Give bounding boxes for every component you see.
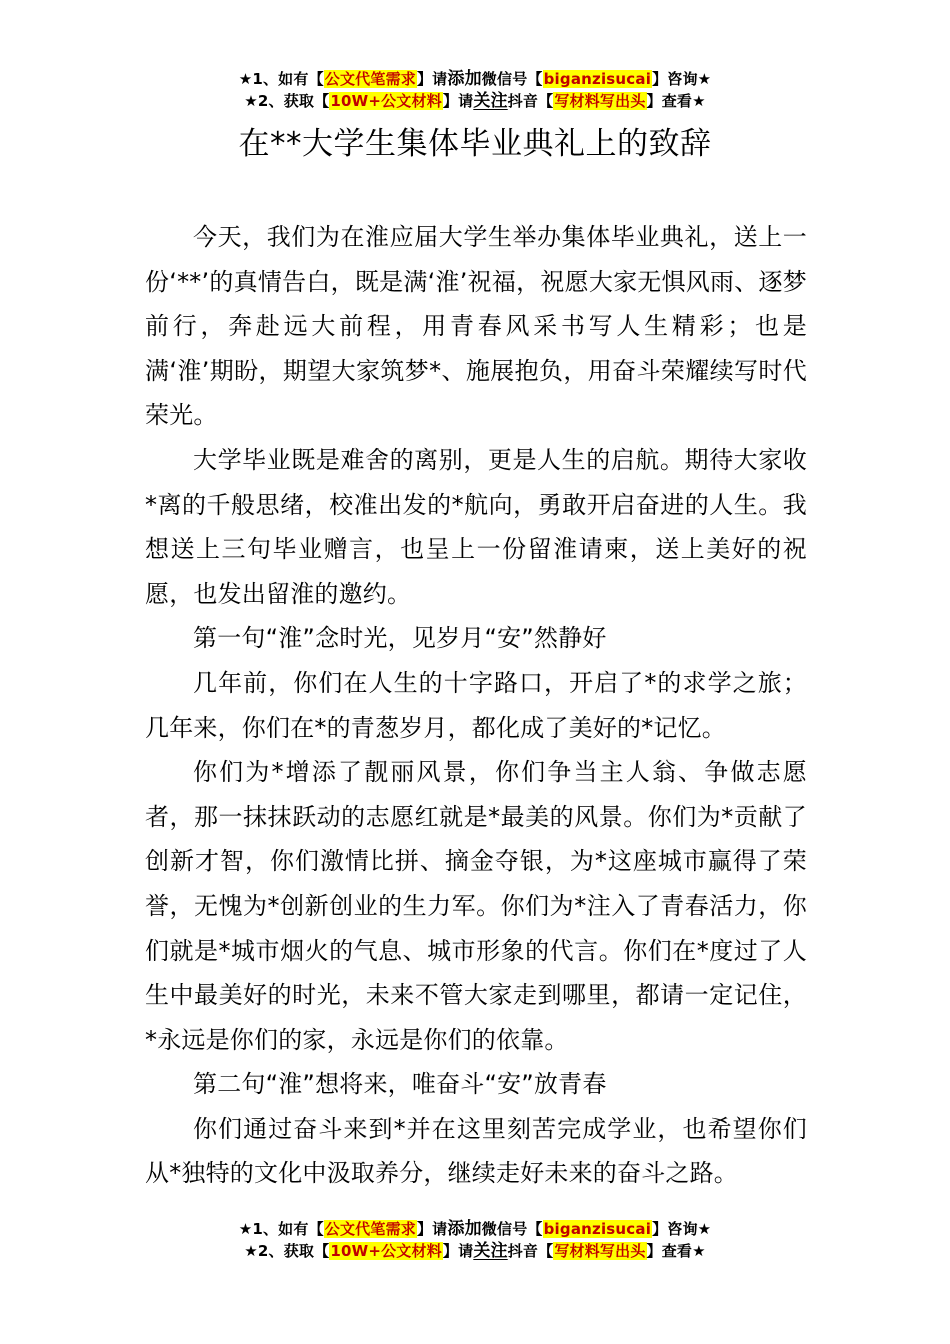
promo-douyin-id: 写材料写出头 xyxy=(554,92,646,110)
promo-emphasis: 添加 xyxy=(447,1219,482,1239)
promo-text: ★1、如有【 xyxy=(238,70,324,88)
section-heading: 第二句“淮”想将来，唯奋斗“安”放青春 xyxy=(193,1070,607,1099)
document-body xyxy=(145,215,807,1196)
promo-emphasis: 关注 xyxy=(473,1241,508,1261)
promo-highlight: 10W+公文材料 xyxy=(330,92,442,110)
paragraph: 大学毕业既是难舍的离别，更是人生的启航。期待大家收*离的千般思绪，校准出发的*航向，勇敢开启奋进的人生。我想送上三句毕业赠言，也呈上一份留淮请柬，送上美好的祝愿，也发出留淮的邀约。 xyxy=(145,445,807,608)
promo-wechat-id: biganzisucai xyxy=(543,70,652,88)
promo-text: 】查看★ xyxy=(646,92,706,110)
promo-douyin-id: 写材料写出头 xyxy=(554,1242,646,1260)
promo-text: 】咨询★ xyxy=(652,1220,712,1238)
promo-line-2 xyxy=(0,90,950,112)
promo-text: 微信号【 xyxy=(481,70,543,88)
promo-text: 】咨询★ xyxy=(652,70,712,88)
promo-text: 抖音【 xyxy=(507,1242,554,1260)
promo-text: 】请 xyxy=(442,1242,474,1260)
promo-wechat-id: biganzisucai xyxy=(543,1220,652,1238)
paragraph: 今天，我们为在淮应届大学生举办集体毕业典礼，送上一份‘**’的真情告白，既是满‘淮’祝福，祝愿大家无惧风雨、逐梦前行，奔赴远大前程，用青春风采书写人生精彩；也是满‘淮’期盼，期望大家筑梦*、施展抱负，用奋斗荣耀续写时代荣光。 xyxy=(145,223,807,430)
promo-highlight: 公文代笔需求 xyxy=(324,1220,416,1238)
promo-emphasis: 添加 xyxy=(447,69,482,89)
promo-highlight: 10W+公文材料 xyxy=(330,1242,442,1260)
header-promo-banner xyxy=(0,68,950,112)
promo-line-1 xyxy=(0,68,950,90)
promo-line-2 xyxy=(0,1240,950,1262)
promo-text: 微信号【 xyxy=(481,1220,543,1238)
promo-text: 】请 xyxy=(416,70,448,88)
promo-line-1 xyxy=(0,1218,950,1240)
section-heading: 第一句“淮”念时光，见岁月“安”然静好 xyxy=(193,624,607,653)
promo-text: ★2、获取【 xyxy=(244,92,330,110)
promo-text: 】请 xyxy=(416,1220,448,1238)
promo-text: ★1、如有【 xyxy=(238,1220,324,1238)
footer-promo-banner xyxy=(0,1218,950,1262)
promo-text: ★2、获取【 xyxy=(244,1242,330,1260)
promo-text: 】请 xyxy=(442,92,474,110)
paragraph: 你们通过奋斗来到*并在这里刻苦完成学业，也希望你们从*独特的文化中汲取养分，继续走好未来的奋斗之路。 xyxy=(145,1114,807,1188)
paragraph: 你们为*增添了靓丽风景，你们争当主人翁、争做志愿者，那一抹抹跃动的志愿红就是*最美的风景。你们为*贡献了创新才智，你们激情比拼、摘金夺银，为*这座城市赢得了荣誉，无愧为*创新创业的生力军。你们为*注入了青春活力，你们就是*城市烟火的气息、城市形象的代言。你们在*度过了人生中最美好的时光，未来不管大家走到哪里，都请一定记住，*永远是你们的家，永远是你们的依靠。 xyxy=(145,758,807,1054)
promo-emphasis: 关注 xyxy=(473,91,508,111)
promo-text: 】查看★ xyxy=(646,1242,706,1260)
promo-text: 抖音【 xyxy=(507,92,554,110)
paragraph: 几年前，你们在人生的十字路口，开启了*的求学之旅；几年来，你们在*的青葱岁月，都化成了美好的*记忆。 xyxy=(145,668,807,742)
promo-highlight: 公文代笔需求 xyxy=(324,70,416,88)
document-title: 在**大学生集体毕业典礼上的致辞 xyxy=(238,126,712,162)
